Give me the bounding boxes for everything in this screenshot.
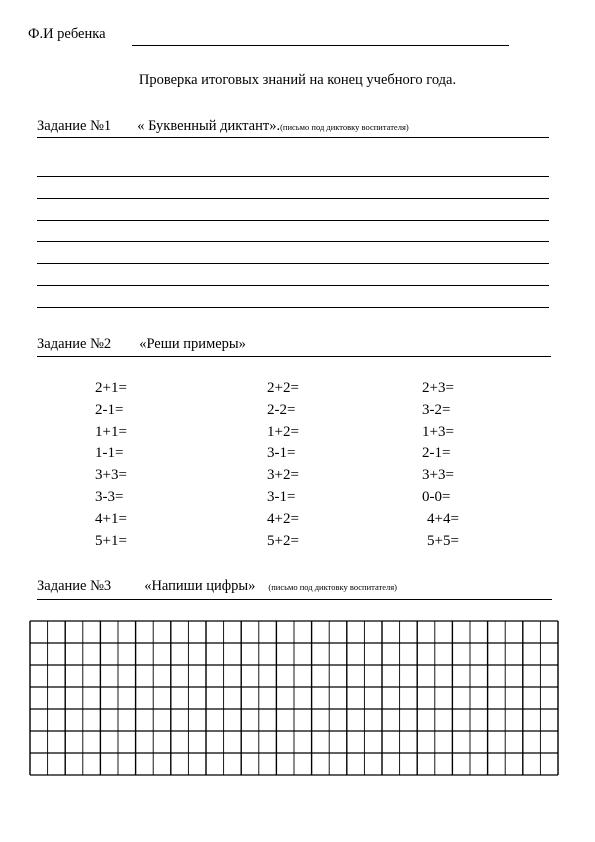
example-item: 2+3= xyxy=(422,380,454,396)
task2-title: «Реши примеры» xyxy=(139,336,246,352)
example-item: 2+1= xyxy=(95,380,127,396)
task1-note: (письмо под диктовку воспитателя) xyxy=(280,122,409,132)
example-item: 1+2= xyxy=(267,423,299,440)
example-item: 1-1= xyxy=(95,445,124,462)
page-title: Проверка итоговых знаний на конец учебного года. xyxy=(138,72,457,88)
task3-note: (письмо под диктовку воспитателя) xyxy=(268,582,397,592)
example-item: 2-1= xyxy=(422,445,451,462)
example-item: 5+1= xyxy=(95,532,127,549)
example-item: 5+2= xyxy=(267,532,299,549)
example-item: 5+5= xyxy=(427,532,459,549)
example-item: 0-0= xyxy=(422,489,451,505)
task3-number: Задание №3 xyxy=(37,578,112,594)
example-item: 3-2= xyxy=(422,401,451,418)
example-item: 3+2= xyxy=(267,467,299,484)
example-item: 3-1= xyxy=(267,489,296,505)
name-label-text: Ф.И ребенка xyxy=(28,26,106,42)
task1-title: « Буквенный диктант». xyxy=(137,118,281,134)
example-item: 4+4= xyxy=(427,510,459,527)
example-item: 4+2= xyxy=(267,510,299,527)
example-item: 4+1= xyxy=(95,510,127,527)
task3-title: «Напиши цифры» xyxy=(144,578,256,594)
example-item: 3-3= xyxy=(95,489,124,505)
example-item: 1+1= xyxy=(95,423,127,440)
task1-number: Задание №1 xyxy=(37,118,112,134)
example-item: 2-2= xyxy=(267,401,296,418)
task2-number: Задание №2 xyxy=(37,336,112,352)
example-item: 1+3= xyxy=(422,423,454,440)
example-item: 3+3= xyxy=(95,467,127,484)
example-item: 2+2= xyxy=(267,380,299,396)
example-item: 2-1= xyxy=(95,401,124,418)
example-item: 3-1= xyxy=(267,445,296,462)
example-item: 3+3= xyxy=(422,467,454,484)
